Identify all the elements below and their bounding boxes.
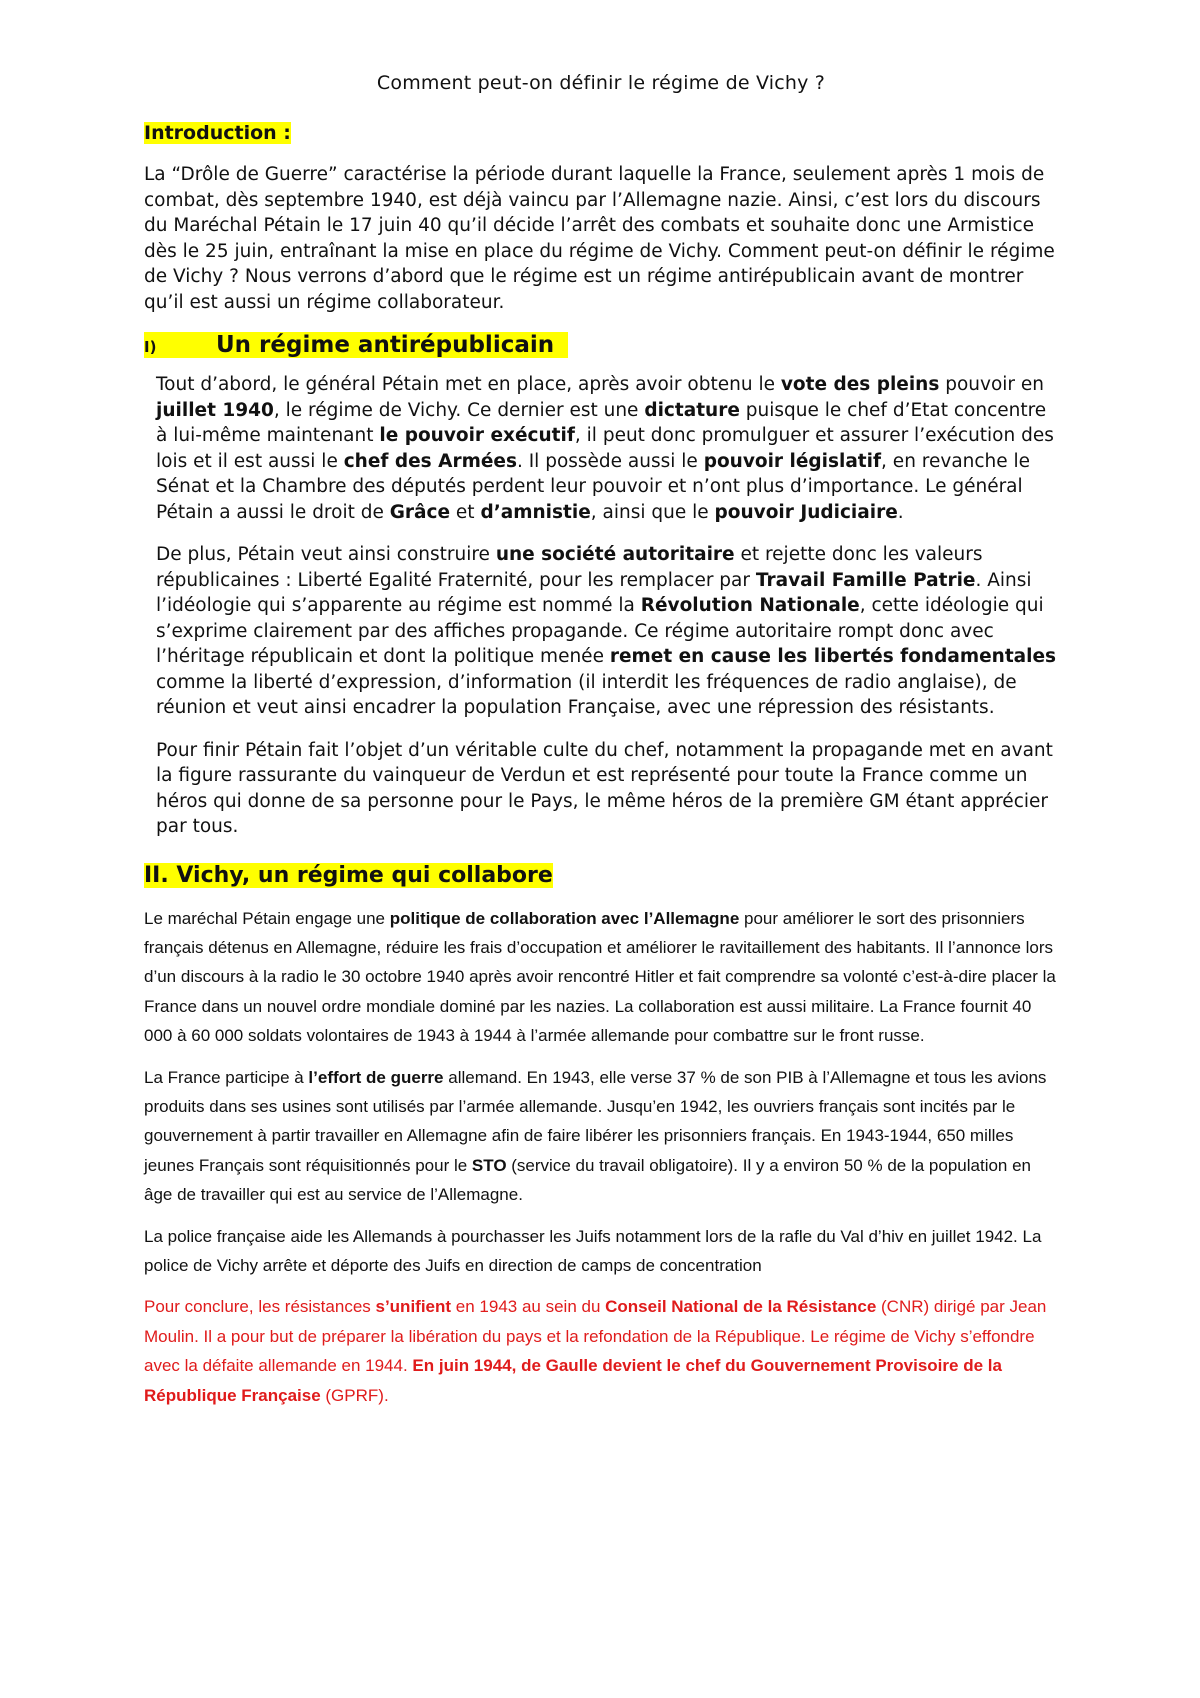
section-1-number: I) bbox=[144, 338, 157, 356]
text-run: pouvoir en bbox=[939, 374, 1045, 395]
bold-phrase: Conseil National de la Résistance bbox=[605, 1297, 877, 1317]
text-run: allemand. En 1943, elle verse 37 % de son PIB à l’Allemagne et tous les avions produits dans ses usines sont utilisés par l’armée allemande. Jusqu’en 1942, les ouvriers français sont incités par le gouvernement à partir travailler en Allemagne afin de faire libérer les prisonniers français. En 1943-1944, 650 milles jeunes Français sont réquisitionnés pour le bbox=[144, 1067, 1047, 1175]
intro-heading: Introduction : bbox=[144, 122, 291, 144]
bold-phrase: vote des pleins bbox=[780, 374, 940, 395]
section-2-paragraph-3: La police française aide les Allemands à pourchasser les Juifs notamment lors de la rafle du Val d’hiv en juillet 1942. La police de Vichy arrête et déporte des Juifs en direction de camps de concentration bbox=[144, 1226, 1042, 1275]
bold-phrase: STO bbox=[471, 1155, 507, 1175]
bold-phrase: s’unifient bbox=[375, 1297, 452, 1317]
bold-phrase: l’effort de guerre bbox=[308, 1067, 444, 1087]
section-2 bbox=[144, 857, 1058, 1411]
text-run: De plus, Pétain veut ainsi construire bbox=[156, 544, 496, 565]
text-run: , cette idéologie qui s’exprime clairement par des affiches propagande. Ce régime autoritaire rompt donc avec l’héritage républicain et dont la politique menée bbox=[156, 595, 1044, 667]
intro-paragraph: La “Drôle de Guerre” caractérise la période durant laquelle la France, seulement après 1 mois de combat, dès septembre 1940, est déjà vaincu par l’Allemagne nazie. Ainsi, c’est lors du discours du Maréchal Pétain le 17 juin 40 qu’il décide l’arrêt des combats et souhaite donc une Armistice dès le 25 juin, entraînant la mise en place du régime de Vichy. Comment peut-on définir le régime de Vichy ? Nous verrons d’abord que le régime est un régime antirépublicain avant de montrer qu’il est aussi un régime collaborateur. bbox=[144, 164, 1055, 313]
text-run: Pour conclure, les résistances bbox=[144, 1297, 376, 1317]
text-run: (GPRF). bbox=[320, 1385, 389, 1405]
section-2-paragraph-2 bbox=[144, 1063, 1058, 1210]
text-run: et rejette donc les valeurs républicaines : Liberté Egalité Fraternité, pour les remplacer par bbox=[156, 544, 983, 591]
text-run: . Il possède aussi le bbox=[516, 450, 704, 472]
section-1-title: Un régime antirépublicain bbox=[216, 332, 555, 358]
text-run: comme la liberté d’expression, d’information (il interdit les fréquences de radio anglaise), de réunion et veut ainsi encadrer la population Française, avec une répression des résistants. bbox=[156, 671, 1017, 718]
text-run: . bbox=[897, 501, 904, 523]
bold-phrase: Révolution Nationale bbox=[640, 595, 860, 616]
bold-phrase: juillet 1940 bbox=[156, 399, 274, 421]
bold-phrase: Travail Famille Patrie bbox=[755, 569, 976, 591]
conclusion-paragraph bbox=[144, 1292, 1058, 1410]
section-2-paragraph-1 bbox=[144, 904, 1058, 1051]
text-run: et bbox=[450, 501, 481, 523]
text-run: Tout d’abord, le général Pétain met en place, après avoir obtenu le bbox=[156, 374, 781, 395]
text-run: Le maréchal Pétain engage une bbox=[144, 908, 390, 928]
bold-phrase: pouvoir législatif bbox=[703, 450, 882, 472]
bold-phrase: d’amnistie bbox=[480, 501, 591, 523]
bold-phrase: pouvoir Judiciaire bbox=[714, 501, 898, 523]
text-run: , le régime de Vichy. Ce dernier est une bbox=[273, 399, 645, 421]
text-run: pour améliorer le sort des prisonniers français détenus en Allemagne, réduire les frais d’occupation et améliorer le ravitaillement des habitants. Il l’annonce lors d’un discours à la radio le 30 octobre 1940 après avoir rencontré Hitler et fait comprendre sa volonté c’est-à-dire placer la France dans un nouvel ordre mondiale dominé par les nazies. La collaboration est aussi militaire. La France fournit 40 000 à 60 000 soldats volontaires de 1943 à 1944 à l’armée allemande pour combattre sur le front russe. bbox=[144, 908, 1056, 1046]
introduction-section bbox=[144, 122, 1058, 315]
section-1 bbox=[144, 332, 1058, 840]
bold-phrase: une société autoritaire bbox=[495, 544, 735, 565]
bold-phrase: le pouvoir exécutif bbox=[379, 425, 575, 446]
text-run: La France participe à bbox=[144, 1067, 309, 1087]
text-run: . Ainsi l’idéologie qui s’apparente au régime est nommé la bbox=[156, 569, 1032, 616]
text-run: en 1943 au sein du bbox=[451, 1297, 606, 1317]
text-run: , il peut donc promulguer et assurer l’exécution des lois et il est aussi le bbox=[156, 425, 1054, 472]
text-run: , ainsi que le bbox=[590, 501, 715, 523]
bold-phrase: politique de collaboration avec l’Allemagne bbox=[389, 908, 740, 928]
section-2-title: II. Vichy, un régime qui collabore bbox=[144, 862, 553, 888]
text-run: (CNR) dirigé par Jean Moulin. Il a pour but de préparer la libération du pays et la refondation de la République. Le régime de Vichy s’effondre avec la défaite allemande en 1944. bbox=[144, 1297, 1047, 1376]
section-1-paragraph-3: Pour finir Pétain fait l’objet d’un véritable culte du chef, notamment la propagande met en avant la figure rassurante du vainqueur de Verdun et est représenté pour toute la France comme un héros qui donne de sa personne pour le Pays, le même héros de la première GM étant apprécier par tous. bbox=[156, 739, 1053, 837]
page-title: Comment peut-on définir le régime de Vichy ? bbox=[376, 72, 826, 94]
bold-phrase: chef des Armées bbox=[343, 450, 517, 472]
section-1-heading bbox=[144, 332, 1058, 358]
section-1-paragraph-2 bbox=[144, 542, 1058, 721]
bold-phrase: Grâce bbox=[389, 501, 451, 523]
bold-phrase: En juin 1944, de Gaulle devient le chef du Gouvernement Provisoire de la République Française bbox=[144, 1356, 1002, 1405]
text-run: puisque le chef d’Etat concentre à lui-même maintenant bbox=[156, 399, 1047, 446]
text-run: , en revanche le Sénat et la Chambre des députés perdent leur pouvoir et n’ont plus d’importance. Le général Pétain a aussi le droit de bbox=[156, 450, 1031, 523]
bold-phrase: remet en cause les libertés fondamentales bbox=[609, 646, 1057, 667]
bold-phrase: dictature bbox=[644, 399, 740, 421]
text-run: (service du travail obligatoire). Il y a environ 50 % de la population en âge de travailler qui est au service de l’Allemagne. bbox=[144, 1155, 1032, 1205]
section-1-paragraph-1 bbox=[144, 372, 1058, 525]
